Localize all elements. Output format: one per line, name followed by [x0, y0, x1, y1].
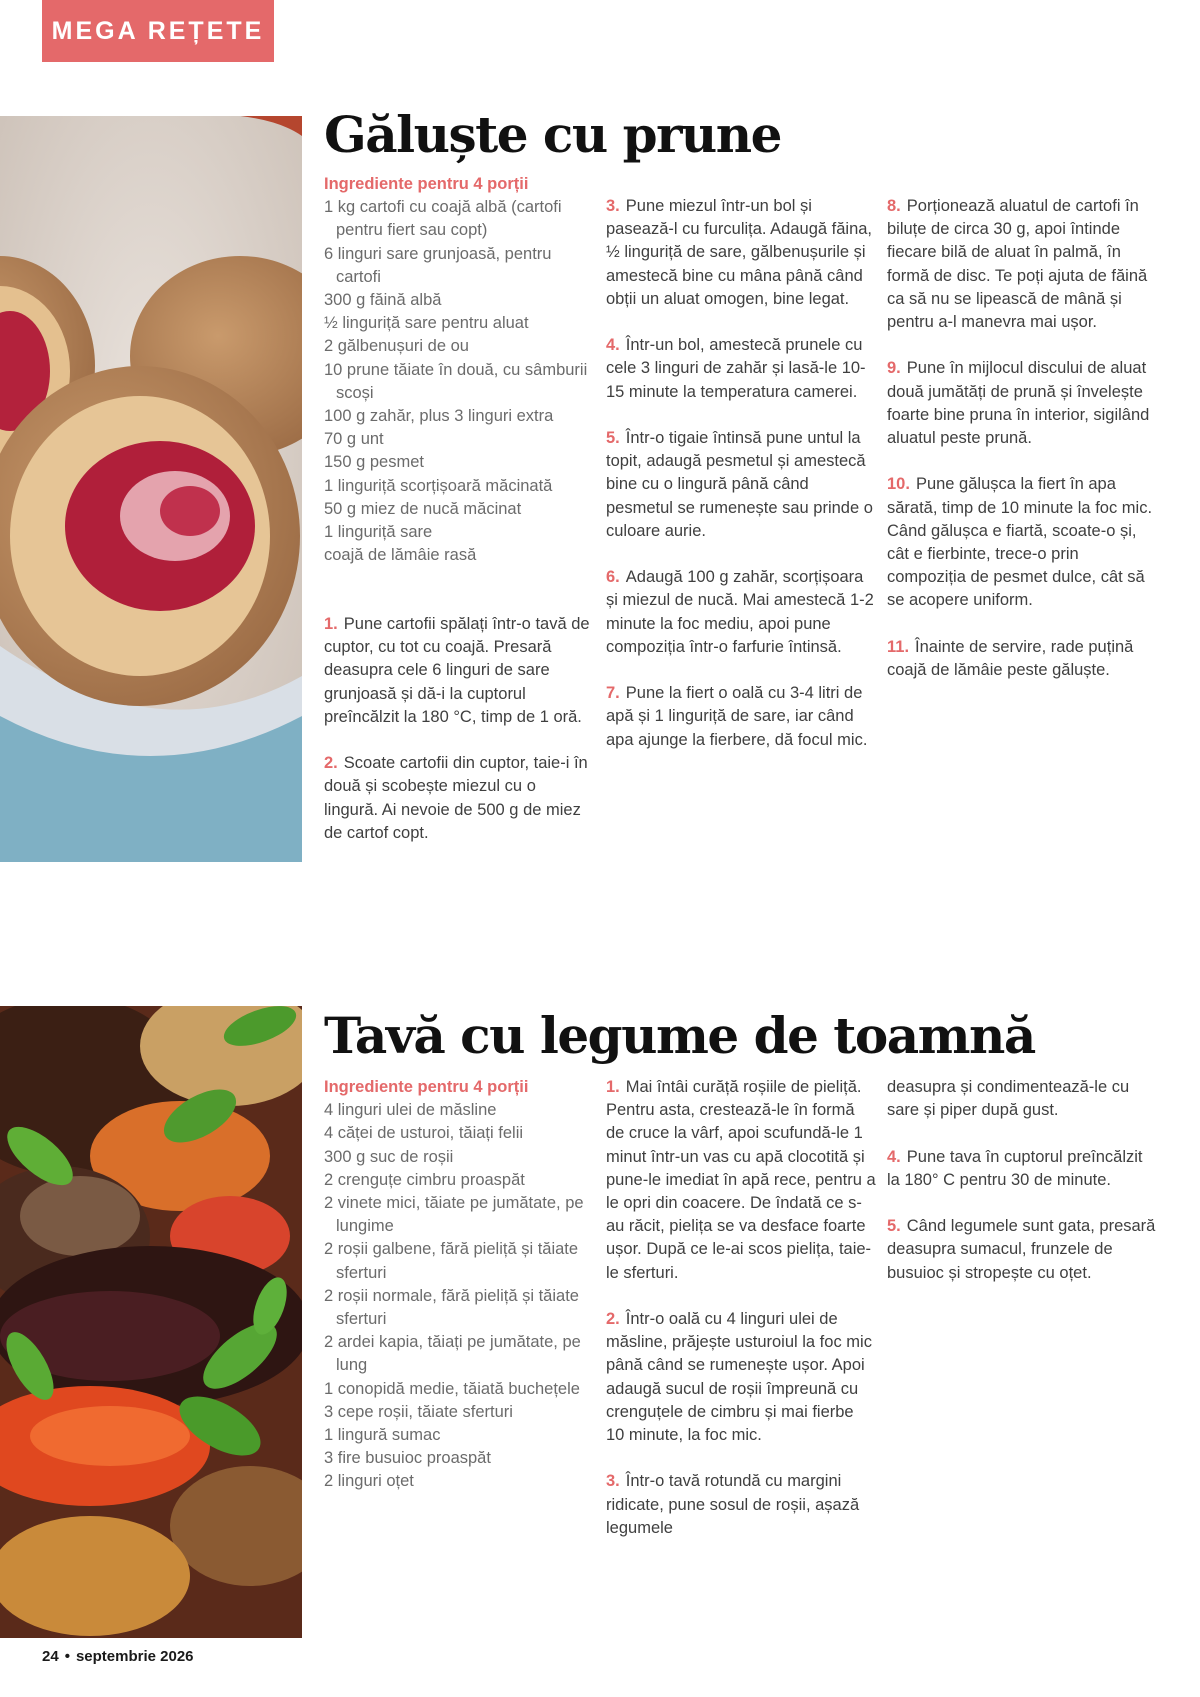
ingredient-item: 150 g pesmet	[324, 453, 424, 472]
page-footer	[42, 1648, 194, 1665]
ingredient-item: 10 prune tăiate în două, cu sâmburii scoși	[324, 360, 588, 402]
ingredient-item: 1 kg cartofi cu coajă albă (cartofi pentru fiert sau copt)	[324, 198, 562, 240]
step-item	[887, 473, 1157, 612]
section-label: MEGA REȚETE	[51, 16, 265, 45]
ingredient-item: 2 gălbenușuri de ou	[324, 337, 469, 356]
ingredient-item: 1 lingură sumac	[324, 1426, 441, 1445]
step-number: 1.	[606, 1078, 620, 1096]
ingredients-column	[324, 1076, 594, 1494]
step-text: Pune cartofii spălați într-o tavă de cuptor, cu tot cu coajă. Presară deasupra cele 6 linguri de sare grunjoasă și dă-i la cuptorul preîncălzit la 180 °C, timp de 1 oră.	[324, 615, 590, 726]
step-number: 1.	[324, 615, 338, 633]
step-number: 4.	[887, 1147, 901, 1166]
step-item	[887, 1215, 1157, 1285]
step-item	[606, 566, 876, 659]
ingredient-item: 2 ardei kapia, tăiați pe jumătate, pe lung	[324, 1333, 581, 1375]
ingredient-item: coajă de lămâie rasă	[324, 546, 477, 565]
step-text: deasupra și condimentează-le cu sare și piper după gust.	[887, 1078, 1130, 1120]
step-item	[606, 334, 876, 404]
step-item	[606, 1076, 876, 1285]
step-number: 5.	[887, 1217, 901, 1236]
step-number: 8.	[887, 197, 901, 215]
step-number: 6.	[606, 568, 620, 587]
step-text: Înainte de servire, rade puțină coajă de lămâie peste găluște.	[887, 637, 1134, 680]
ingredient-item: 2 vinete mici, tăiate pe jumătate, pe lungime	[324, 1194, 584, 1236]
steps-list	[606, 1076, 876, 1540]
step-number: 7.	[606, 684, 620, 703]
step-item	[606, 1470, 876, 1540]
step-number: 2.	[606, 1310, 620, 1329]
ingredient-item: 2 roșii galbene, fără pieliță și tăiate sferturi	[324, 1240, 579, 1282]
separator-dot: •	[64, 1648, 70, 1665]
step-number: 4.	[606, 336, 620, 355]
ingredient-item: ½ linguriță sare pentru aluat	[324, 314, 529, 333]
page-number: 24	[42, 1648, 59, 1665]
step-text: Pune tava în cuptorul preîncălzit la 180° C pentru 30 de minute.	[887, 1147, 1143, 1189]
step-number: 10.	[887, 475, 910, 494]
step-text: Când legumele sunt gata, presară deasupra sumacul, frunzele de busuioc și stropește cu oțet.	[887, 1217, 1156, 1282]
step-text: Într-o oală cu 4 linguri ulei de măsline, prăjește usturoiul la foc mic până când se rumenește ușor. Apoi adaugă sucul de roșii împreună cu crenguțele de cimbru și mai fierbe 10 minute, la foc mic.	[606, 1310, 872, 1445]
plum-dumplings-photo	[0, 116, 302, 862]
section-badge	[42, 0, 274, 62]
recipe-title: Găluște cu prune	[324, 105, 781, 164]
step-number: 3.	[606, 1472, 620, 1491]
steps-column	[606, 195, 876, 752]
ingredient-item: 2 roșii normale, fără pieliță și tăiate sferturi	[324, 1286, 579, 1329]
steps-list	[606, 195, 876, 752]
ingredient-item: 300 g făină albă	[324, 291, 442, 310]
ingredient-item: 1 linguriță sare	[324, 523, 433, 542]
step-text: Pune gălușca la fiert în apa sărată, timp de 10 minute la foc mic. Când gălușca e fiartă, scoate-o și, cât e fierbinte, trece-o prin compoziția de pesmet dulce, cât să se acopere uniform.	[887, 475, 1153, 610]
step-number: 11.	[887, 637, 910, 656]
ingredient-item: 100 g zahăr, plus 3 linguri extra	[324, 407, 554, 426]
step-number: 5.	[606, 429, 620, 447]
step-text: Într-o tigaie întinsă pune untul la topit, adaugă pesmetul și amestecă bine cu o lingură până când pesmetul se rumenește sau prinde o culoare aurie.	[606, 429, 873, 540]
step-text: Pune în mijlocul discului de aluat două jumătăți de prună și învelește foarte bine pruna în interior, sigilând aluatul peste prună.	[887, 359, 1150, 448]
step-item	[887, 1076, 1157, 1122]
ingredients-heading: Ingrediente pentru 4 porții	[324, 1078, 529, 1096]
step-text: Porționează aluatul de cartofi în biluțe de circa 30 g, apoi întinde fiecare bilă de aluat în palmă, în formă de disc. Te poți ajuta de făină ca să nu se lipească de mână și pentru a-l manevra mai ușor.	[887, 197, 1148, 332]
step-item	[887, 1146, 1157, 1192]
recipe-title: Tavă cu legume de toamnă	[324, 1006, 1035, 1065]
ingredient-item: 1 conopidă medie, tăiată buchețele	[324, 1379, 580, 1398]
ingredients-column	[324, 173, 594, 567]
step-text: Adaugă 100 g zahăr, scorțișoara și miezul de nucă. Mai amestecă 1-2 minute la foc mediu, apoi pune compoziția într-o farfurie întinsă.	[606, 568, 874, 656]
step-item	[887, 357, 1157, 450]
ingredient-item: 6 linguri sare grunjoasă, pentru cartofi	[324, 244, 552, 286]
step-text: Pune la fiert o oală cu 3-4 litri de apă și 1 linguriță de sare, iar când apa ajunge la fierbere, dă focul mic.	[606, 684, 868, 749]
ingredient-item: 300 g suc de roșii	[324, 1147, 454, 1166]
step-item	[606, 195, 876, 311]
step-text: Într-o tavă rotundă cu margini ridicate, pune sosul de roșii, așază legumele	[606, 1472, 860, 1537]
step-text: Mai întâi curăță roșiile de pieliță. Pentru asta, crestează-le în formă de cruce la vârf, apoi scufundă-le 1 minut într-un vas cu apă clocotită și pune-le imediat în apă rece, pentru a le opri din coacere. De îndată ce s-au răcit, pielița se va desface foarte ușor. După ce le-ai scos pielița, taie-le sferturi.	[606, 1078, 876, 1282]
issue-date: septembrie 2026	[75, 1648, 194, 1665]
ingredient-item: 4 căței de usturoi, tăiați felii	[324, 1124, 524, 1143]
steps-list	[887, 1076, 1157, 1285]
steps-column	[887, 1076, 1157, 1285]
steps-column	[324, 613, 594, 845]
step-text: Într-un bol, amestecă prunele cu cele 3 linguri de zahăr și lasă-le 10-15 minute la temperatura camerei.	[606, 336, 866, 401]
ingredient-item: 1 linguriță scorțișoară măcinată	[324, 476, 553, 495]
step-item	[887, 636, 1157, 682]
step-item	[324, 752, 594, 845]
steps-column	[887, 195, 1157, 682]
ingredients-list	[324, 196, 594, 567]
roasted-vegetables-photo	[0, 1006, 302, 1638]
step-item	[606, 427, 876, 543]
step-item	[606, 1308, 876, 1447]
ingredient-item: 2 crenguțe cimbru proaspăt	[324, 1170, 525, 1189]
step-number: 2.	[324, 754, 338, 773]
steps-list	[324, 613, 594, 845]
ingredient-item: 4 linguri ulei de măsline	[324, 1101, 497, 1120]
ingredient-item: 2 linguri oțet	[324, 1472, 414, 1491]
steps-list	[887, 195, 1157, 682]
step-text: Pune miezul într-un bol și pasează-l cu furculița. Adaugă făina, ½ linguriță de sare, gălbenușurile și amestecă bine cu mâna până când obții un aluat omogen, bine legat.	[606, 197, 873, 308]
step-number: 9.	[887, 359, 901, 378]
ingredient-item: 70 g unt	[324, 430, 384, 449]
step-text: Scoate cartofii din cuptor, taie-i în două și scobește miezul cu o lingură. Ai nevoie de 500 g de miez de cartof copt.	[324, 754, 588, 842]
step-item	[606, 682, 876, 752]
ingredients-list	[324, 1099, 594, 1493]
ingredients-heading: Ingrediente pentru 4 porții	[324, 175, 529, 193]
ingredient-item: 50 g miez de nucă măcinat	[324, 499, 522, 518]
step-item	[324, 613, 594, 729]
steps-column	[606, 1076, 876, 1540]
step-number: 3.	[606, 197, 620, 215]
ingredient-item: 3 fire busuioc proaspăt	[324, 1449, 491, 1468]
ingredient-item: 3 cepe roșii, tăiate sferturi	[324, 1402, 513, 1421]
step-item	[887, 195, 1157, 334]
